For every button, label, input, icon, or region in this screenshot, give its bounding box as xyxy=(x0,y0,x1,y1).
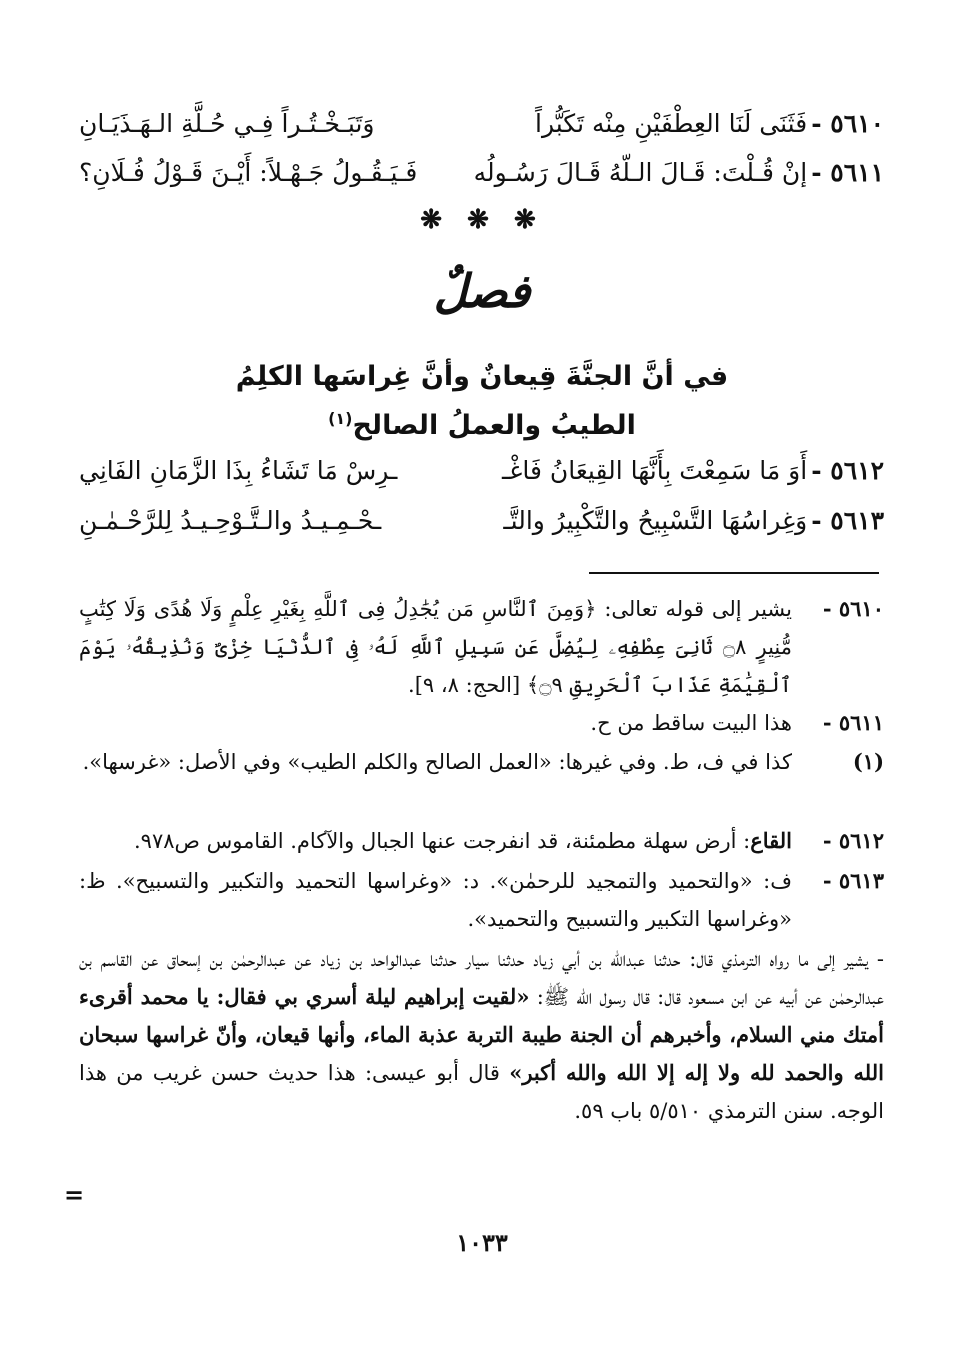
footnote-divider xyxy=(589,572,879,574)
verse-first-hemistich: فَثَنَى لَنَا العِطْفَيْنِ مِنْه تَكَبُّراً xyxy=(535,108,808,138)
section-title-text: الطيبُ والعملُ الصالح xyxy=(352,410,636,441)
verse-first-hemistich: أَوَ مَا سَمِعْتَ بِأَنَّهَا القِيعَانُ فَاغْـ xyxy=(501,455,808,485)
note-number: (١) xyxy=(852,749,884,774)
verse-5611 xyxy=(79,150,884,194)
note-5611 xyxy=(79,704,884,742)
continuation-mark: = xyxy=(64,1180,85,1209)
hadith-source: قال أبو عيسى: هذا حديث حسن غريب من هذا الوجه. سنن الترمذي ٥/٥١٠ باب ٥٩. xyxy=(79,1061,884,1123)
note-text: كذا في ف، ط. وفي غيرها: «العمل الصالح والكلم الطيب» وفي الأصل: «غرسها». xyxy=(82,750,792,774)
verse-number: ٥٦١٣ - xyxy=(811,505,884,535)
note-5613 xyxy=(79,862,884,938)
verse-number: ٥٦١٠ - xyxy=(811,108,884,138)
verse-second-hemistich: ـرِسْ مَا تَشَاءُ بِذَا الزَّمَانِ الفَانِي xyxy=(79,455,398,485)
footnote-1 xyxy=(79,743,884,781)
verse-5613 xyxy=(79,498,884,542)
note-text xyxy=(79,822,792,860)
verse-number: ٥٦١٢ - xyxy=(811,455,884,485)
note-5612 xyxy=(79,822,884,860)
section-title xyxy=(0,356,964,447)
footnote-marker: (١) xyxy=(328,409,353,428)
note-text: هذا البيت ساقط من ح. xyxy=(590,711,792,735)
note-5613-hadith xyxy=(79,940,884,1130)
verse-5610 xyxy=(79,101,884,145)
note-number: ٥٦١٣ - xyxy=(822,868,884,893)
verse-second-hemistich: وَتَبَـخْـتُـراً فِـي حُـلَّةِ الـهَـذَيَـانِ xyxy=(79,108,375,138)
note-text: يشير إلى قوله تعالى: ﴿وَمِنَ ٱلنَّاسِ مَن يُجَٰدِلُ فِى ٱللَّهِ بِغَيْرِ عِلْمٍ وَلَا هُدًى وَلَا كِتَٰبٍ مُّنِيرٍ ۝٨ ثَانِىَ عِطْفِهِۦ لِيُضِلَّ عَن سَبِيلِ ٱللَّهِ لَهُۥ فِى ٱلدُّنْيَا خِزْىٌ وَنُذِيقُهُۥ يَوْمَ ٱلْقِيَٰمَةِ عَذَابَ ٱلْحَرِيقِ ۝٩﴾ [الحج: ٨، ٩]. xyxy=(79,597,793,697)
section-title-line-1: في أنَّ الجنَّةَ قِيعانٌ وأنَّ غِراسَها الكلِمُ xyxy=(235,361,729,392)
note-number: ٥٦١٠ - xyxy=(822,596,884,621)
verse-first-hemistich: إنْ قُـلْتَ: قَـالَ الـلّهُ قَـالَ رَسُـولُه xyxy=(473,157,808,187)
verse-number: ٥٦١١ - xyxy=(811,157,884,187)
verse-first-hemistich: وَغِراسُهَا التَّسْبِيحُ والتَّكْبِيرُ والتَّـ xyxy=(503,505,808,535)
section-word: فصلٌ xyxy=(433,264,531,318)
note-number: ٥٦١١ - xyxy=(822,710,884,735)
verse-second-hemistich: فَـيَـقُـولُ جَـهْـلاً: أَيْـنَ قَـوْلُ فُـلَانِ؟ xyxy=(79,157,418,187)
verse-second-hemistich: ـحْـمِـيـدُ والـتَّـوْحِـيـدُ لِلرَّحْـمٰـنِ xyxy=(79,505,382,535)
hadith-text xyxy=(79,940,884,1130)
page-number: ١٠٣٣ xyxy=(456,1228,508,1257)
note-5610 xyxy=(79,590,884,704)
hadith-intro: - يشير إلى ما رواه الترمذي قال: حدثنا عبدالله بن أبي زياد حدثنا سيار حدثنا عبدالواحد بن زياد عن عبدالرحمٰن بن إسحاق عن القاسم بن عبدالرحمٰن عن أبيه عن ابن مسعود قال: قال رسول الله ﷺ: xyxy=(79,947,884,1009)
defined-term: القاع xyxy=(750,828,792,853)
note-text: ف: «والتحميد والتمجيد للرحمٰن». د: «وغراسها التحميد والتكبير والتسبيح». ظ: «وغراسها التكبير والتسبيح والتحميد». xyxy=(79,869,792,931)
verse-5612 xyxy=(79,448,884,492)
hadith-quote: «لقيت إبراهيم ليلة أسري بي فقال: يا محمد أقرىء أمتك مني السلام، وأخبرهم أن الجنة طيبة التربة عذبة الماء، وأنها قيعان، وأنّ غراسها سبحان الله والحمد لله ولا إله إلا الله والله أكبر» xyxy=(79,984,884,1085)
section-separator: ❋ ❋ ❋ xyxy=(420,205,544,235)
note-number: ٥٦١٢ - xyxy=(822,828,884,853)
definition: : أرض سهلة مطمئنة، قد انفرجت عنها الجبال والآكام. القاموس ص٩٧٨. xyxy=(133,829,751,853)
section-title-line-2 xyxy=(0,398,964,447)
